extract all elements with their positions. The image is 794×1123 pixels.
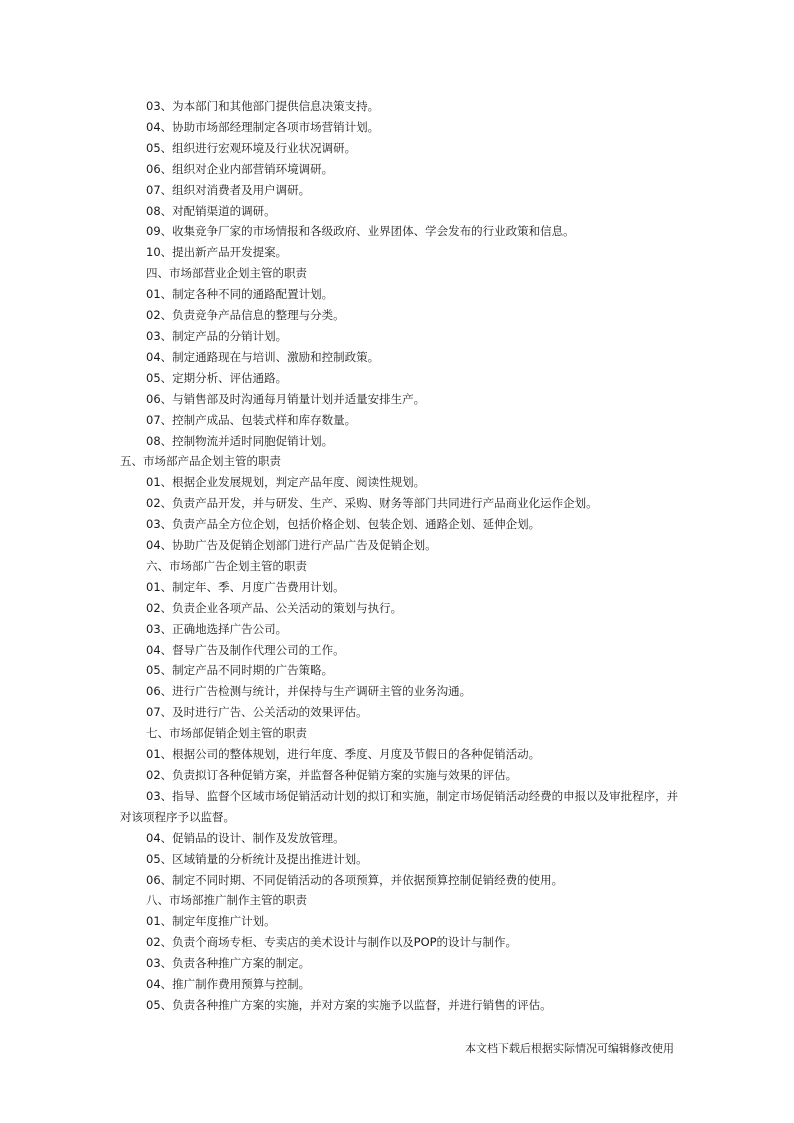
list-item: 10、提出新产品开发提案。 <box>146 245 288 260</box>
section-heading: 七、市场部促销企划主管的职责 <box>146 726 307 741</box>
page-footer: 本文档下载后根据实际情况可编辑修改使用 <box>465 1042 674 1055</box>
list-item: 01、制定各种不同的通路配置计划。 <box>146 287 334 302</box>
list-item: 03、制定产品的分销计划。 <box>146 328 288 343</box>
list-item: 05、组织进行宏观环境及行业状况调研。 <box>146 140 357 155</box>
list-item: 01、制定年度推广计划。 <box>146 914 276 929</box>
list-item: 03、负责各种推广方案的制定。 <box>146 956 311 971</box>
list-item: 03、指导、监督个区域市场促销活动计划的拟订和实施，制定市场促销活动经费的申报以及审批程序，并对该项程序予以监督。 <box>120 788 679 824</box>
list-item: 07、控制产成品、包装式样和库存数量。 <box>146 412 357 427</box>
list-item: 07、组织对消费者及用户调研。 <box>146 182 311 197</box>
section-heading: 八、市场部推广制作主管的职责 <box>146 893 307 908</box>
list-item: 03、正确地选择广告公司。 <box>146 621 288 636</box>
list-item: 08、对配销渠道的调研。 <box>146 203 276 218</box>
list-item: 04、协助市场部经理制定各项市场营销计划。 <box>146 119 380 134</box>
list-item: 03、为本部门和其他部门提供信息决策支持。 <box>146 99 380 113</box>
list-item: 01、根据企业发展规划，判定产品年度、阅读性规划。 <box>146 475 426 490</box>
list-item: 06、组织对企业内部营销环境调研。 <box>146 161 334 176</box>
list-item: 06、进行广告检测与统计，并保持与生产调研主管的业务沟通。 <box>146 684 472 699</box>
list-item: 07、及时进行广告、公关活动的效果评估。 <box>146 705 368 720</box>
list-item: 02、负责产品开发，并与研发、生产、采购、财务等部门共同进行产品商业化运作企划。 <box>146 496 598 511</box>
list-item: 04、促销品的设计、制作及发放管理。 <box>146 830 345 845</box>
list-item: 02、负责个商场专柜、专卖店的美术设计与制作以及POP的设计与制作。 <box>146 935 518 950</box>
list-item: 02、负责竞争产品信息的整理与分类。 <box>146 308 345 323</box>
section-heading: 四、市场部营业企划主管的职责 <box>146 266 307 281</box>
list-item: 06、与销售部及时沟通每月销量计划并适量安排生产。 <box>146 391 426 406</box>
list-item: 05、制定产品不同时期的广告策略。 <box>146 663 334 678</box>
list-item: 02、负责拟订各种促销方案，并监督各种促销方案的实施与效果的评估。 <box>146 768 518 782</box>
list-item: 05、区域销量的分析统计及提出推进计划。 <box>146 851 368 866</box>
list-item: 01、根据公司的整体规划，进行年度、季度、月度及节假日的各种促销活动。 <box>146 747 541 762</box>
section-heading: 五、市场部产品企划主管的职责 <box>120 454 281 469</box>
list-item: 04、制定通路现在与培训、激励和控制政策。 <box>146 349 380 364</box>
document-body <box>120 96 680 1016</box>
list-item: 04、督导广告及制作代理公司的工作。 <box>146 642 345 657</box>
list-item: 06、制定不同时期、不同促销活动的各项预算，并依据预算控制促销经费的使用。 <box>146 872 564 887</box>
list-item: 05、定期分析、评估通路。 <box>146 370 288 385</box>
list-item: 08、控制物流并适时同胞促销计划。 <box>146 433 334 448</box>
list-item: 04、协助广告及促销企划部门进行产品广告及促销企划。 <box>146 538 437 553</box>
list-item: 03、负责产品全方位企划，包括价格企划、包装企划、通路企划、延伸企划。 <box>146 517 541 532</box>
section-heading: 六、市场部广告企划主管的职责 <box>146 558 307 573</box>
list-item: 04、推广制作费用预算与控制。 <box>146 977 311 992</box>
list-item: 05、负责各种推广方案的实施，并对方案的实施予以监督，并进行销售的评估。 <box>146 997 552 1012</box>
list-item: 02、负责企业各项产品、公关活动的策划与执行。 <box>146 600 403 615</box>
list-item: 01、制定年、季、月度广告费用计划。 <box>146 579 345 594</box>
list-item: 09、收集竞争厂家的市场情报和各级政府、业界团体、学会发布的行业政策和信息。 <box>146 224 575 239</box>
